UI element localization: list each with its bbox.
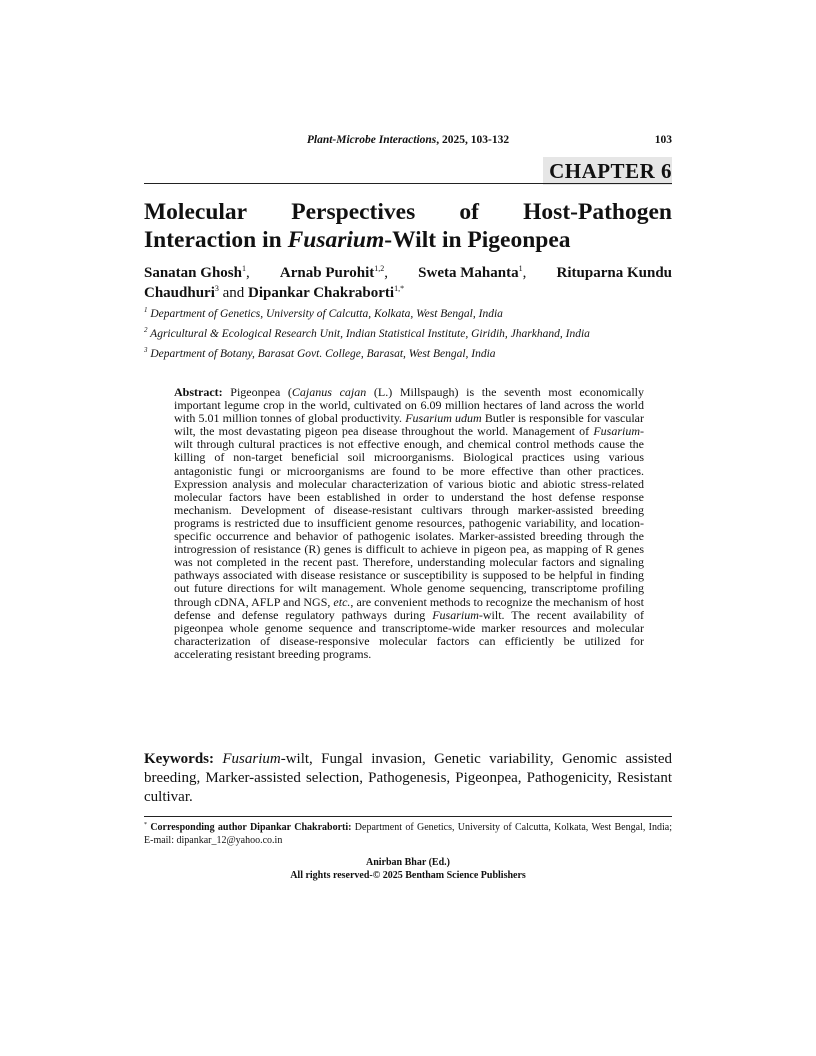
author: Sanatan Ghosh$^1$,	[144, 264, 250, 281]
title-line-2	[144, 226, 672, 254]
author-row-2	[144, 283, 672, 303]
chapter-label: CHAPTER 6	[543, 157, 672, 185]
keywords-label: Keywords:	[144, 751, 214, 767]
author: Arnab Purohit$^{1,2}$,	[279, 264, 388, 281]
author: Chaudhuri$^3$	[144, 284, 219, 301]
author-conjunction: and	[222, 285, 245, 301]
chapter-title	[144, 198, 672, 254]
title-word: Molecular	[144, 199, 248, 225]
corresponding-author-footnote: * Corresponding author Dipankar Chakraborti: Department of Genetics, University of Calcutta, Kolkata, West Bengal, India; E-mail: dipankar_12@yahoo.co.in	[144, 822, 672, 846]
title-word: Perspectives	[291, 199, 416, 225]
abstract: Abstract: Pigeonpea (Cajanus cajan (L.) Millspaugh) is the seventh most economically important legume crop in the world, cultivated on 6.09 million hectares of land across the world with 5.01 million tonnes of global productivity. Fusarium udum Butler is responsible for vascular wilt, the most devastating pigeon pea disease throughout the world. Management of Fusarium-wilt through cultural practices is not effective enough, and chemical control methods cause the killing of non-target beneficial soil microorganisms. Biological practices using various antagonistic fungi or microorganisms are found to be more effective than other practices. Expression analysis and molecular characterization of various biotic and abiotic stress-related molecular factors have been established in order to understand the host defense response mechanism. Development of disease-resistant cultivars through marker-assisted breeding programs is restricted due to insufficient genome resources, pathogenic variability, and location-specific occurrence and behavior of pathogenic isolates. Marker-assisted breeding through the introgression of resistance (R) genes is difficult to achieve in pigeon pea, as mapping of R genes was not completed in the recent past. Therefore, understanding molecular factors and signaling pathways associated with disease resistance or susceptibility is supposed to be helpful in finding out future directions for wilt management. Whole genome sequencing, transcriptome profiling through cDNA, AFLP and NGS, etc., are convenient methods to recognize the mechanism of host defense and defense regulatory pathways during Fusarium-wilt. The recent availability of pigeonpea whole genome sequence and transcriptome-wide marker resources and molecular characterization of disease-responsive molecular factors can efficiently be utilized for accelerating resistant breeding programs.	[174, 385, 644, 661]
author: Rituparna Kundu	[556, 265, 672, 281]
corresponding-author: Dipankar Chakraborti$^{1,*}$	[248, 284, 405, 301]
affiliation: $^1$ Department of Genetics, University of Calcutta, Kolkata, West Bengal, India	[144, 306, 503, 320]
keywords: Keywords: Fusarium-wilt, Fungal invasion, Genetic variability, Genomic assisted breeding, Marker-assisted selection, Pathogenesis, Pigeonpea, Pathogenicity, Resistant cultivar.	[144, 751, 672, 805]
rights-line: All rights reserved-© 2025 Bentham Science Publishers	[290, 869, 526, 881]
journal-citation	[144, 134, 672, 146]
affiliation: $^2$ Agricultural & Ecological Research Unit, Indian Statistical Institute, Giridih, Jharkhand, India	[144, 326, 590, 340]
chapter-divider	[144, 183, 672, 184]
title-word: Host-Pathogen	[523, 199, 672, 225]
title-genus: Fusarium	[287, 227, 385, 253]
author-row-1	[144, 263, 672, 283]
journal-name: Plant-Microbe Interactions	[306, 134, 437, 146]
abstract-label: Abstract:	[174, 385, 223, 399]
author-list	[144, 263, 672, 303]
title-line-1	[144, 198, 672, 226]
title-word: of	[459, 199, 479, 225]
title-text: Interaction in	[144, 227, 288, 253]
journal-volume-pages: , 2025, 103-132	[436, 134, 510, 146]
footnote-divider	[144, 816, 672, 817]
running-header	[144, 134, 672, 150]
page-number: 103	[654, 134, 672, 146]
editor-line: Anirban Bhar (Ed.)	[365, 857, 450, 868]
affiliations	[144, 304, 672, 364]
document-page	[144, 0, 672, 1056]
title-text: -Wilt in Pigeonpea	[384, 227, 571, 253]
affiliation: $^3$ Department of Botany, Barasat Govt. College, Barasat, West Bengal, India	[144, 346, 496, 360]
publisher-info	[144, 857, 672, 882]
author: Sweta Mahanta$^1$,	[418, 264, 527, 281]
